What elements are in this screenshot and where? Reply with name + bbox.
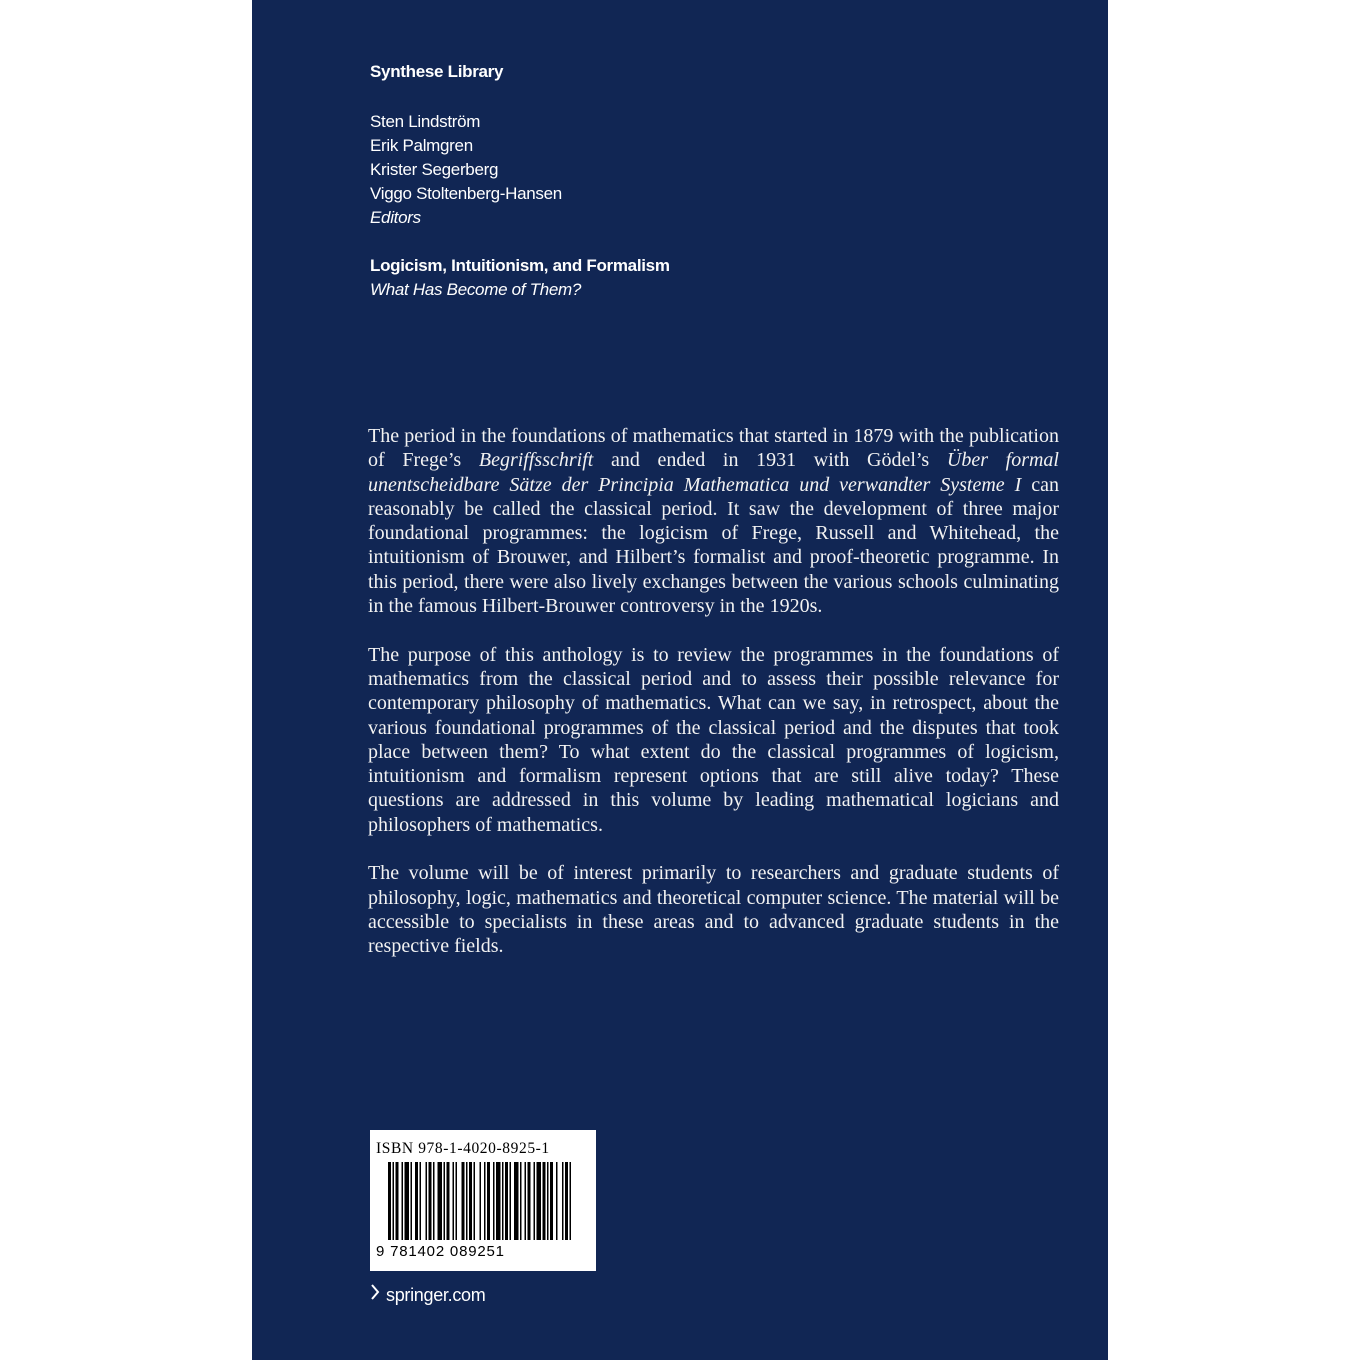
barcode-bar (426, 1162, 428, 1240)
barcode-bar (493, 1162, 495, 1240)
barcode-bar (565, 1162, 568, 1240)
barcode-bar (447, 1162, 450, 1240)
barcode-bar (510, 1162, 512, 1240)
barcode-bar (487, 1162, 490, 1240)
barcode-bar (469, 1162, 472, 1240)
blurb-italic-title: Begriffsschrift (478, 449, 594, 472)
publisher-link-text: springer.com (386, 1285, 486, 1305)
barcode-bar (456, 1162, 458, 1240)
blurb-text-segment: The period in the foundations of mathematics that started in 1879 with the publication of Frege’s (368, 425, 1059, 472)
barcode-bar (547, 1162, 549, 1240)
barcode-bar (550, 1162, 553, 1240)
barcode-bar (393, 1162, 395, 1240)
book-title-block (370, 254, 670, 302)
barcode-bar (405, 1162, 410, 1240)
publisher-link[interactable] (370, 1283, 485, 1306)
barcode-bar (505, 1162, 508, 1240)
editors-role: Editors (370, 208, 421, 227)
barcode-bar (453, 1162, 455, 1240)
barcode-bar (402, 1162, 404, 1240)
blurb-paragraph-2: The purpose of this anthology is to review the programmes in the foundations of mathematics from the classical period and to assess their possible relevance for contemporary philosophy of mathematics. What can we say, in retrospect, about the various foundational programmes of the classical period and the disputes that took place between them? To what extent do the classical programmes of logicism, intuitionism and formalism represent options that are still alive today? These questions are addressed in this volume by leading mathematical logicians and philosophers of mathematics. (368, 643, 1059, 836)
blurb-text-segment: can reasonably be called the classical period. It saw the development of three major foundational programmes: the logicism of Frege, Russell and Whitehead, the intuitionism of Brouwer, and Hilbert’s formalist and proof-theoretic programme. In this period, there were also lively exchanges between the various schools culminating in the famous Hilbert-Brouwer controversy in the 1920s. (368, 473, 1059, 618)
barcode-bar (415, 1162, 418, 1240)
barcode-bar (484, 1162, 486, 1240)
chevron-right-icon (370, 1283, 380, 1306)
barcode-bar (496, 1162, 501, 1240)
book-subtitle: What Has Become of Them? (370, 280, 582, 299)
editor-name: Erik Palmgren (370, 136, 473, 155)
blurb-text-segment: and ended in 1931 with Gödel’s (593, 449, 947, 472)
barcode-bar (534, 1162, 536, 1240)
blurb-italic-title: Über formal unentscheidbare Sätze der Principia Mathematica und verwandter Systeme I (368, 449, 1059, 496)
series-name: Synthese Library (370, 62, 504, 81)
barcode-bar (411, 1162, 413, 1240)
book-title: Logicism, Intuitionism, and Formalism (370, 256, 670, 275)
barcode-bar (570, 1162, 572, 1240)
blurb-paragraph-3: The volume will be of interest primarily to researchers and graduate students of philosophy, logic, mathematics and theoretical computer science. The material will be accessible to specialists in these areas and to advanced graduate students in the respective fields. (368, 862, 1059, 958)
barcode-bar (444, 1162, 446, 1240)
barcode-bar (480, 1162, 482, 1240)
barcode-bar (543, 1162, 546, 1240)
barcode-bars (376, 1162, 590, 1242)
book-back-cover (252, 0, 1108, 1360)
editor-name: Krister Segerberg (370, 160, 499, 179)
barcode-bar (520, 1162, 522, 1240)
editor-name: Sten Lindström (370, 112, 481, 131)
isbn-label: ISBN 978-1-4020-8925-1 (376, 1140, 550, 1157)
barcode-bar (388, 1162, 391, 1240)
barcode-bar (396, 1162, 399, 1240)
barcode-bar (514, 1162, 519, 1240)
barcode-bar (466, 1162, 468, 1240)
blurb-paragraph-1 (368, 424, 1059, 618)
barcode-bar (462, 1162, 465, 1240)
editor-name: Viggo Stoltenberg-Hansen (370, 184, 562, 203)
barcode-bar (433, 1162, 435, 1240)
isbn-barcode (370, 1130, 596, 1271)
barcode-digits: 9 781402 089251 (376, 1243, 505, 1260)
editors-block (370, 110, 562, 230)
barcode-bar (537, 1162, 542, 1240)
barcode-bar (562, 1162, 564, 1240)
blurb-text (368, 424, 1059, 983)
barcode-bar (429, 1162, 432, 1240)
barcode-bar (420, 1162, 422, 1240)
barcode-bar (474, 1162, 476, 1240)
barcode-bar (502, 1162, 504, 1240)
barcode-bar (528, 1162, 531, 1240)
barcode-bar (525, 1162, 527, 1240)
barcode-bar (556, 1162, 558, 1240)
barcode-bar (438, 1162, 443, 1240)
